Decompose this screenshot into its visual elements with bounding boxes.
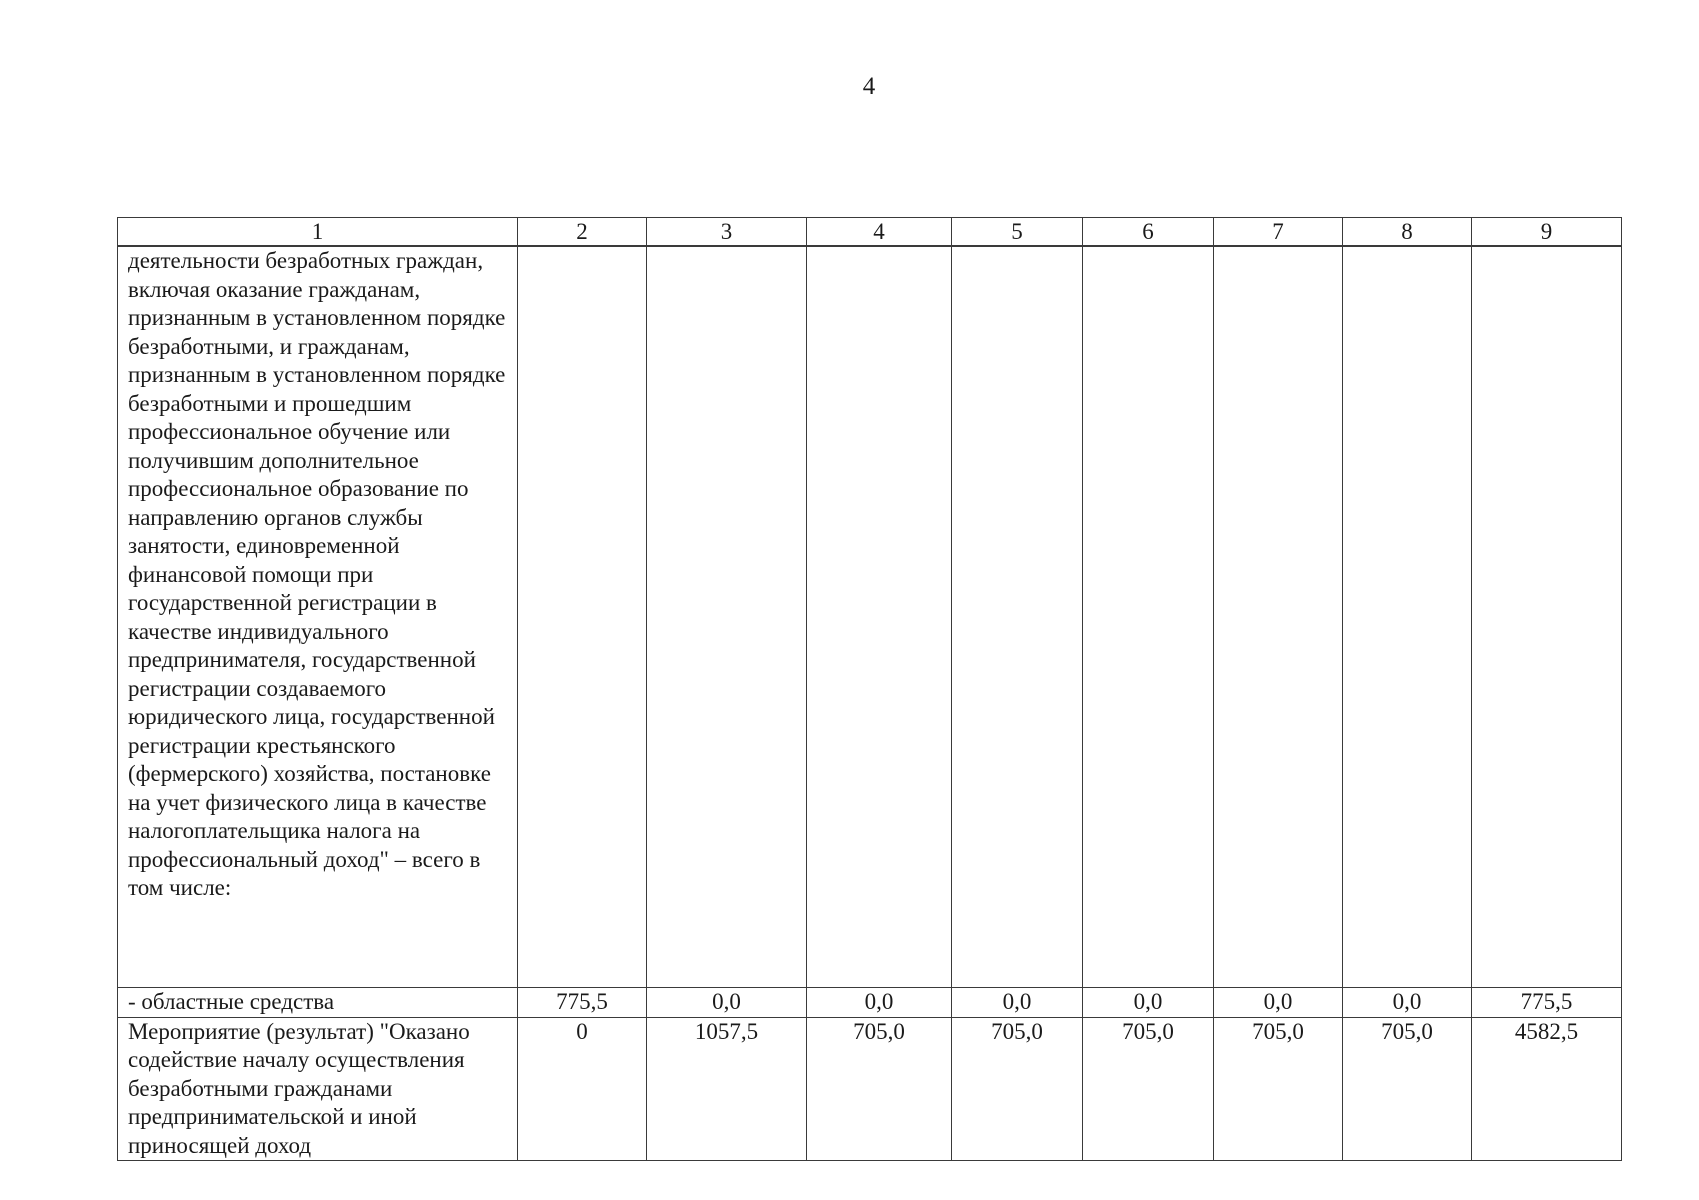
table-cell: 705,0 (1343, 1017, 1472, 1161)
table-cell: 0,0 (952, 988, 1083, 1018)
table-cell: 775,5 (518, 988, 647, 1018)
column-header-6: 6 (1083, 218, 1214, 247)
table-row (118, 988, 1622, 1018)
table-header-row (118, 218, 1622, 247)
budget-table (117, 217, 1622, 1161)
table-cell (1343, 246, 1472, 988)
table-cell: 1057,5 (647, 1017, 807, 1161)
table-cell (807, 246, 952, 988)
column-header-5: 5 (952, 218, 1083, 247)
table-row (118, 1017, 1622, 1161)
table-row (118, 246, 1622, 988)
table-cell: 705,0 (1083, 1017, 1214, 1161)
table-cell: 705,0 (807, 1017, 952, 1161)
column-header-1: 1 (118, 218, 518, 247)
column-header-9: 9 (1472, 218, 1622, 247)
table-cell (1214, 246, 1343, 988)
column-header-8: 8 (1343, 218, 1472, 247)
table-cell (518, 246, 647, 988)
table-cell (952, 246, 1083, 988)
page-number: 4 (862, 73, 876, 100)
table-cell: 775,5 (1472, 988, 1622, 1018)
table-cell: 0,0 (807, 988, 952, 1018)
column-header-4: 4 (807, 218, 952, 247)
row-label: Мероприятие (результат) "Оказано содействие началу осуществления безработными гражданами предпринимательской и иной приносящей доход (118, 1017, 518, 1161)
column-header-2: 2 (518, 218, 647, 247)
table-cell: 0,0 (1083, 988, 1214, 1018)
table-cell: 4582,5 (1472, 1017, 1622, 1161)
column-header-7: 7 (1214, 218, 1343, 247)
table-cell: 705,0 (952, 1017, 1083, 1161)
table-cell: 0 (518, 1017, 647, 1161)
table-cell (1083, 246, 1214, 988)
column-header-3: 3 (647, 218, 807, 247)
table-cell: 0,0 (647, 988, 807, 1018)
table-cell: 0,0 (1214, 988, 1343, 1018)
table-cell: 0,0 (1343, 988, 1472, 1018)
row-label: деятельности безработных граждан, включая оказание гражданам, признанным в установленном порядке безработными, и гражданам, признанным в установленном порядке безработными и прошедшим профессиональное обучение или получившим дополнительное профессиональное образование по направлению органов службы занятости, единовременной финансовой помощи при государственной регистрации в качестве индивидуального предпринимателя, государственной регистрации создаваемого юридического лица, государственной регистрации крестьянского (фермерского) хозяйства, постановке на учет физического лица в качестве налогоплательщика налога на профессиональный доход" – всего в том числе: (118, 246, 518, 988)
table-cell (1472, 246, 1622, 988)
row-label: - областные средства (118, 988, 518, 1018)
table-cell: 705,0 (1214, 1017, 1343, 1161)
table-cell (647, 246, 807, 988)
